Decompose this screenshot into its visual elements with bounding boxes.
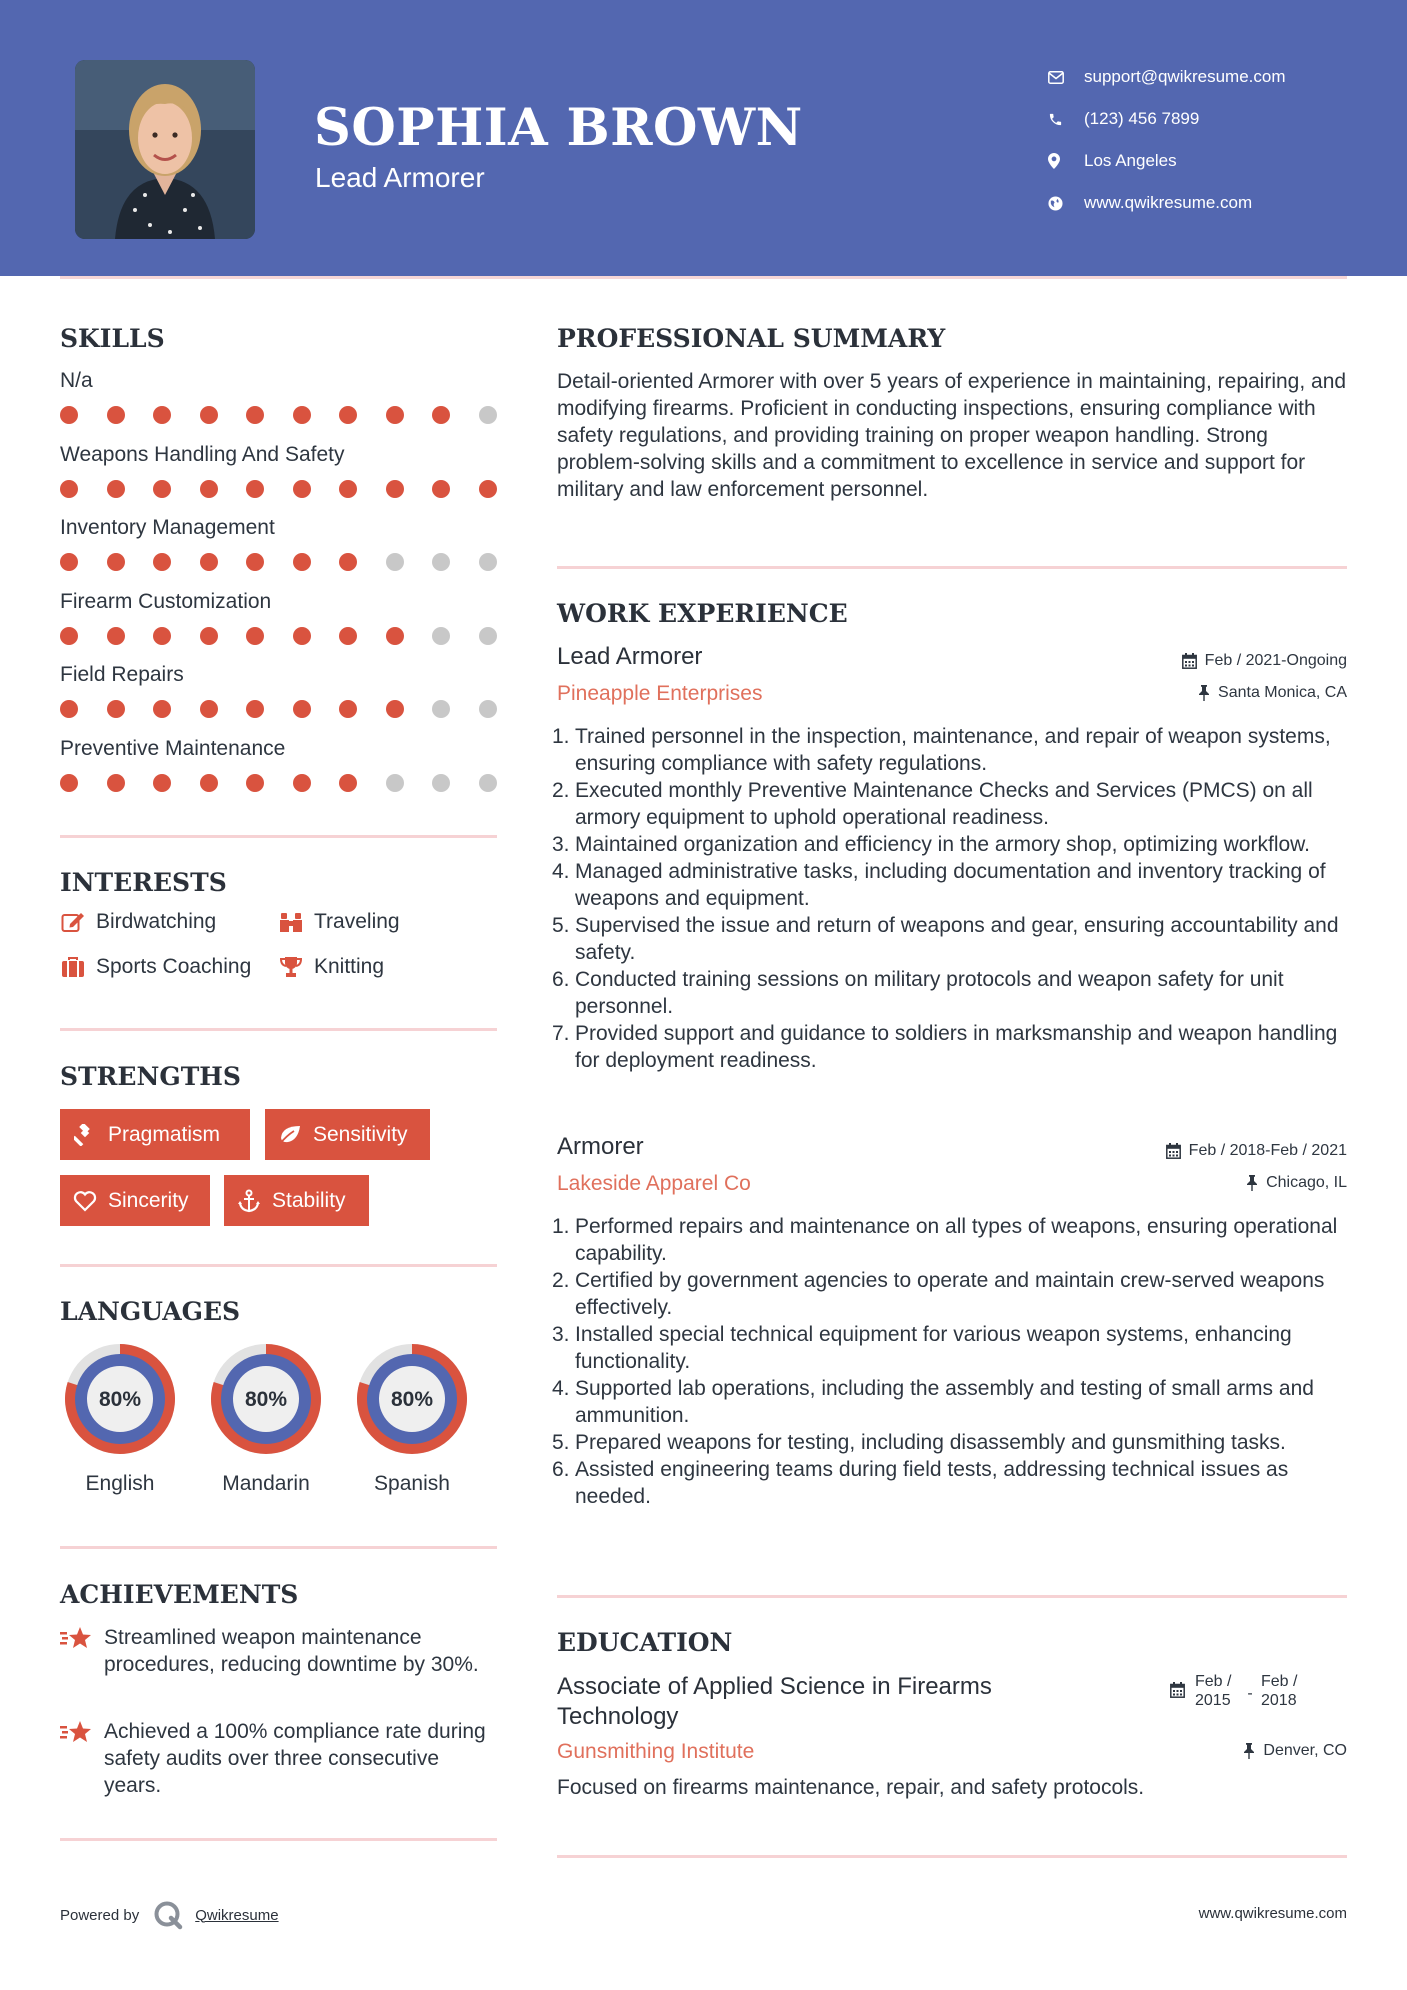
anchor-icon — [236, 1189, 262, 1213]
interest-label: Knitting — [314, 955, 385, 978]
job-title: Lead Armorer — [557, 643, 703, 670]
profile-photo — [75, 60, 255, 239]
achievement-item — [60, 1718, 500, 1799]
job-location-text: Chicago, IL — [1266, 1174, 1347, 1191]
skill-rating — [60, 406, 500, 426]
skill-dot-empty — [479, 627, 497, 645]
candidate-name: SOPHIA BROWN — [314, 98, 803, 158]
job-bullet-number: 2. — [552, 779, 570, 802]
job-dates — [1166, 1142, 1347, 1160]
skill-dot-filled — [339, 774, 357, 792]
skill-dot-filled — [153, 406, 171, 424]
language-item — [351, 1338, 473, 1496]
achievement-item — [60, 1624, 500, 1678]
job-bullet-text: Conducted training sessions on military protocols and weapon safety for unit personnel. — [575, 968, 1284, 1018]
interest-item — [278, 955, 384, 979]
pencil-square-icon — [60, 910, 86, 934]
education-dates — [1170, 1672, 1305, 1710]
job-bullet — [552, 1267, 1352, 1321]
skill-dot-filled — [153, 553, 171, 571]
skill-dot-filled — [339, 553, 357, 571]
skill-dot-filled — [200, 700, 218, 718]
skill-dot-filled — [107, 700, 125, 718]
briefcase-icon — [60, 955, 86, 979]
gavel-icon — [72, 1123, 98, 1147]
job-bullet-text: Managed administrative tasks, including documentation and inventory tracking of weapons and equipment. — [575, 860, 1326, 910]
job-bullet — [552, 1213, 1352, 1267]
skill-label: N/a — [60, 369, 93, 392]
skill-dot-empty — [432, 553, 450, 571]
job-company: Lakeside Apparel Co — [557, 1172, 751, 1195]
interest-item — [278, 910, 400, 934]
job-bullet-text: Performed repairs and maintenance on all types of weapons, ensuring operational capability. — [575, 1215, 1338, 1265]
skill-dot-filled — [339, 627, 357, 645]
skill-dot-empty — [479, 406, 497, 424]
skill-dot-empty — [479, 553, 497, 571]
qwikresume-logo-icon — [153, 1900, 183, 1930]
interests-title: INTERESTS — [60, 868, 227, 897]
job-location — [1246, 1174, 1347, 1192]
calendar-icon — [1166, 1143, 1181, 1159]
job-location-text: Santa Monica, CA — [1218, 684, 1347, 701]
skill-dot-filled — [60, 553, 78, 571]
skill-label: Field Repairs — [60, 663, 184, 686]
job-bullet-number: 2. — [552, 1269, 570, 1292]
strength-tag — [224, 1175, 369, 1226]
resume-header — [0, 0, 1407, 276]
job-bullet-list — [552, 1213, 1352, 1510]
skill-dot-filled — [432, 480, 450, 498]
skills-title: SKILLS — [60, 324, 165, 353]
skill-dot-filled — [246, 700, 264, 718]
language-progress-ring — [59, 1338, 181, 1460]
star-icon — [60, 1624, 104, 1678]
job-bullet-number: 6. — [552, 1458, 570, 1481]
heart-icon — [72, 1189, 98, 1213]
achievement-text: Achieved a 100% compliance rate during safety audits over three consecutive years. — [104, 1720, 486, 1797]
language-name: Mandarin — [222, 1472, 310, 1495]
job-company: Pineapple Enterprises — [557, 682, 763, 705]
language-item — [205, 1338, 327, 1496]
education-title: EDUCATION — [557, 1628, 733, 1657]
interest-item — [60, 910, 216, 934]
trophy-icon — [278, 955, 304, 979]
job-bullet-text: Executed monthly Preventive Maintenance Checks and Services (PMCS) on all armory equipment to uphold operational readiness. — [575, 779, 1313, 829]
strengths-divider — [60, 1264, 497, 1267]
skill-dot-filled — [246, 406, 264, 424]
contact-location-text: Los Angeles — [1084, 151, 1177, 170]
job-bullet-text: Supervised the issue and return of weapons and gear, ensuring accountability and safety. — [575, 914, 1339, 964]
job-bullet-number: 5. — [552, 914, 570, 937]
star-icon — [60, 1718, 104, 1799]
job-bullet — [552, 966, 1352, 1020]
pushpin-icon — [1243, 1743, 1255, 1759]
skill-label: Preventive Maintenance — [60, 736, 286, 760]
contact-list — [1048, 56, 1388, 224]
skill-dot-empty — [479, 774, 497, 792]
strength-label: Sincerity — [108, 1188, 189, 1212]
skill-dot-filled — [339, 406, 357, 424]
skill-label: Weapons Handling And Safety — [60, 442, 345, 466]
languages-title: LANGUAGES — [60, 1297, 241, 1326]
job-bullet-number: 4. — [552, 1377, 570, 1400]
globe-icon — [1048, 194, 1084, 212]
education-degree: Associate of Applied Science in Firearms Technology — [557, 1673, 992, 1730]
skill-dot-filled — [107, 480, 125, 498]
language-name: Spanish — [374, 1472, 450, 1495]
skill-rating — [60, 774, 500, 794]
skill-dot-filled — [200, 406, 218, 424]
skill-dot-filled — [386, 627, 404, 645]
skill-dot-filled — [153, 774, 171, 792]
skill-dot-filled — [107, 627, 125, 645]
job-bullet-text: Certified by government agencies to operate and maintain crew-served weapons effectively. — [575, 1269, 1325, 1319]
skill-rating — [60, 700, 500, 720]
skill-dot-filled — [293, 553, 311, 571]
summary-text: Detail-oriented Armorer with over 5 years of experience in maintaining, repairing, and modifying firearms. Proficient in conducting inspections, ensuring compliance with safety regulations, and providing training on proper weapon handling. Strong problem-solving skills and a commitment to excellence in service and support for military and law enforcement personnel. — [557, 370, 1347, 501]
achievements-divider — [60, 1838, 497, 1841]
job-bullet-text: Prepared weapons for testing, including disassembly and gunsmithing tasks. — [575, 1431, 1286, 1454]
qwikresume-link[interactable]: Qwikresume — [195, 1906, 279, 1924]
education-divider — [557, 1855, 1347, 1858]
job-bullet-number: 6. — [552, 968, 570, 991]
skill-dot-filled — [153, 700, 171, 718]
job-dates — [1182, 652, 1347, 670]
skill-dot-empty — [432, 774, 450, 792]
education-end: Feb / 2018 — [1261, 1673, 1298, 1709]
skill-label: Inventory Management — [60, 516, 275, 539]
powered-by-label: Powered by — [60, 1906, 140, 1924]
job-bullet — [552, 1321, 1352, 1375]
languages-divider — [60, 1546, 497, 1549]
skill-dot-filled — [432, 406, 450, 424]
education-start: Feb / 2015 — [1195, 1673, 1232, 1709]
education-description: Focused on firearms maintenance, repair, and safety protocols. — [557, 1776, 1145, 1799]
contact-phone[interactable] — [1048, 98, 1388, 140]
experience-title: WORK EXPERIENCE — [557, 599, 848, 628]
achievements-title: ACHIEVEMENTS — [60, 1580, 299, 1609]
phone-icon — [1048, 110, 1084, 128]
interest-label: Birdwatching — [96, 910, 217, 933]
job-bullet-text: Maintained organization and efficiency in the armory shop, optimizing workflow. — [575, 833, 1310, 856]
skill-dot-empty — [386, 553, 404, 571]
job-bullet — [552, 1456, 1352, 1510]
job-bullet-number: 7. — [552, 1022, 570, 1045]
strength-tag — [60, 1109, 250, 1160]
skill-dot-filled — [339, 700, 357, 718]
strength-tag — [265, 1109, 430, 1160]
candidate-role: Lead Armorer — [315, 162, 485, 193]
skill-dot-filled — [200, 627, 218, 645]
language-progress-ring — [205, 1338, 327, 1460]
education-date-separator: - — [1247, 1685, 1253, 1702]
skill-dot-filled — [200, 480, 218, 498]
calendar-icon — [1170, 1672, 1185, 1710]
job-bullet — [552, 831, 1352, 858]
job-bullet-text: Supported lab operations, including the assembly and testing of small arms and ammunition. — [575, 1377, 1314, 1427]
strength-tag — [60, 1175, 210, 1226]
job-title: Armorer — [557, 1133, 644, 1160]
interest-label: Sports Coaching — [96, 955, 252, 978]
job-bullet — [552, 858, 1352, 912]
summary-divider — [557, 566, 1347, 569]
powered-by — [60, 1900, 279, 1930]
skill-dot-filled — [293, 406, 311, 424]
job-bullet-number: 5. — [552, 1431, 570, 1454]
strength-label: Pragmatism — [108, 1122, 221, 1146]
job-dates-text: Feb / 2018-Feb / 2021 — [1188, 1142, 1347, 1159]
job-bullet-number: 1. — [552, 725, 570, 748]
skill-dot-filled — [153, 627, 171, 645]
job-bullet — [552, 1429, 1352, 1456]
skill-dot-filled — [386, 480, 404, 498]
job-bullet-text: Installed special technical equipment for various weapon systems, enhancing functionality. — [575, 1323, 1292, 1373]
skill-rating — [60, 627, 500, 647]
binoculars-icon — [278, 910, 304, 934]
contact-website[interactable] — [1048, 182, 1388, 224]
interest-label: Traveling — [314, 910, 400, 933]
language-item — [59, 1338, 181, 1496]
interests-divider — [60, 1028, 497, 1031]
job-bullet-text: Provided support and guidance to soldiers in marksmanship and weapon handling for deployment readiness. — [575, 1022, 1338, 1072]
pushpin-icon — [1246, 1175, 1258, 1191]
skill-dot-filled — [246, 774, 264, 792]
skill-dot-filled — [200, 774, 218, 792]
job-dates-text: Feb / 2021-Ongoing — [1204, 652, 1347, 669]
language-percent: 80% — [244, 1388, 288, 1411]
envelope-icon — [1048, 68, 1084, 86]
strength-label: Stability — [272, 1188, 346, 1212]
interest-item — [60, 955, 251, 979]
skill-dot-empty — [432, 700, 450, 718]
skills-divider — [60, 835, 497, 838]
job-bullet — [552, 723, 1352, 777]
job-bullet — [552, 1020, 1352, 1074]
map-pin-icon — [1048, 152, 1084, 170]
language-percent: 80% — [98, 1388, 142, 1411]
education-school: Gunsmithing Institute — [557, 1740, 755, 1763]
job-location — [1198, 684, 1347, 702]
language-progress-ring — [351, 1338, 473, 1460]
job-bullet — [552, 1375, 1352, 1429]
education-location-text: Denver, CO — [1263, 1742, 1347, 1759]
contact-email[interactable] — [1048, 56, 1388, 98]
skill-dot-filled — [60, 627, 78, 645]
skill-dot-filled — [386, 700, 404, 718]
skill-dot-filled — [246, 480, 264, 498]
job-bullet-number: 3. — [552, 1323, 570, 1346]
job-bullet-text: Trained personnel in the inspection, maintenance, and repair of weapon systems, ensuring compliance with safety regulations. — [575, 725, 1331, 775]
job-bullet-list — [552, 723, 1352, 1074]
job-bullet-text: Assisted engineering teams during field tests, addressing technical issues as needed. — [575, 1458, 1289, 1508]
skill-dot-filled — [479, 480, 497, 498]
skill-dot-filled — [293, 627, 311, 645]
contact-website-text: www.qwikresume.com — [1084, 193, 1253, 212]
calendar-icon — [1182, 653, 1197, 669]
skill-dot-filled — [293, 700, 311, 718]
skill-dot-filled — [200, 553, 218, 571]
education-location — [1243, 1742, 1347, 1760]
skill-dot-filled — [60, 480, 78, 498]
skill-dot-empty — [479, 700, 497, 718]
leaf-icon — [277, 1123, 303, 1147]
pushpin-icon — [1198, 685, 1210, 701]
experience-divider — [557, 1595, 1347, 1598]
achievement-text: Streamlined weapon maintenance procedures, reducing downtime by 30%. — [104, 1626, 479, 1676]
skill-rating — [60, 480, 500, 500]
skill-dot-filled — [246, 627, 264, 645]
skill-dot-filled — [107, 553, 125, 571]
job-bullet-number: 3. — [552, 833, 570, 856]
skill-dot-filled — [107, 774, 125, 792]
skill-dot-filled — [153, 480, 171, 498]
skill-dot-empty — [386, 774, 404, 792]
skill-dot-empty — [432, 627, 450, 645]
skill-dot-filled — [246, 553, 264, 571]
skill-dot-filled — [386, 406, 404, 424]
job-bullet-number: 4. — [552, 860, 570, 883]
job-bullet — [552, 777, 1352, 831]
job-bullet — [552, 912, 1352, 966]
strength-label: Sensitivity — [313, 1122, 408, 1146]
language-percent: 80% — [390, 1388, 434, 1411]
skill-dot-filled — [60, 406, 78, 424]
skill-rating — [60, 553, 500, 573]
skill-label: Firearm Customization — [60, 589, 272, 613]
contact-location — [1048, 140, 1388, 182]
language-name: English — [85, 1472, 155, 1495]
skill-dot-filled — [339, 480, 357, 498]
header-divider — [60, 276, 1347, 279]
skill-dot-filled — [60, 774, 78, 792]
job-bullet-number: 1. — [552, 1215, 570, 1238]
summary-title: PROFESSIONAL SUMMARY — [557, 324, 946, 353]
skill-dot-filled — [293, 774, 311, 792]
contact-phone-text: (123) 456 7899 — [1084, 109, 1200, 128]
contact-email-text: support@qwikresume.com — [1084, 67, 1286, 86]
footer-url[interactable]: www.qwikresume.com — [1198, 1905, 1347, 1922]
skill-dot-filled — [107, 406, 125, 424]
skill-dot-filled — [60, 700, 78, 718]
strengths-title: STRENGTHS — [60, 1062, 241, 1091]
skill-dot-filled — [293, 480, 311, 498]
